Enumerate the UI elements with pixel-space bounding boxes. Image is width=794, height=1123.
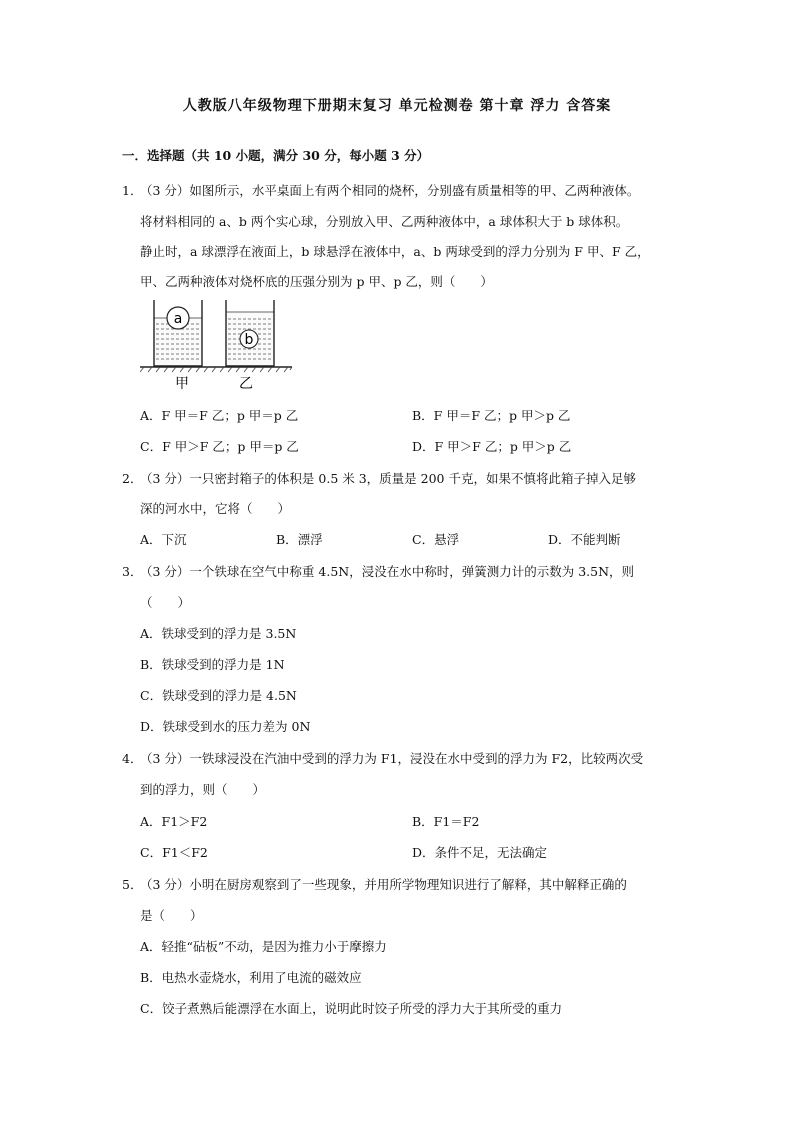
question-1-option-a: A．F 甲＝F 乙；p 甲＝p 乙 [140, 408, 299, 423]
question-5-option-b: B．电热水壶烧水，利用了电流的磁效应 [140, 970, 362, 985]
question-3-option-d: D．铁球受到水的压力差为 0N [140, 719, 311, 734]
question-5-option-c: C．饺子煮熟后能漂浮在水面上，说明此时饺子所受的浮力大于其所受的重力 [140, 1001, 563, 1016]
question-1-line-1: （3 分）如图所示，水平桌面上有两个相同的烧杯，分别盛有质量相等的甲、乙两种液体。 [140, 183, 640, 198]
question-2-option-b: B．漂浮 [276, 532, 323, 547]
question-5-number: 5． [122, 877, 143, 892]
page-title: 人教版八年级物理下册期末复习 单元检测卷 第十章 浮力 含答案 [182, 98, 612, 114]
question-2-option-c: C．悬浮 [412, 532, 460, 547]
question-4-option-b: B．F1＝F2 [412, 814, 480, 829]
question-3-option-c: C．铁球受到的浮力是 4.5N [140, 688, 297, 703]
question-4-option-c: C．F1＜F2 [140, 845, 208, 860]
question-2-option-d: D．不能判断 [548, 532, 621, 547]
question-3-option-b: B．铁球受到的浮力是 1N [140, 657, 285, 672]
question-1-option-d: D．F 甲＞F 乙；p 甲＞p 乙 [412, 439, 572, 454]
ball-a-label: a [173, 311, 183, 327]
question-2-line-2: 深的河水中，它将（ ） [140, 501, 291, 516]
beakers-figure [140, 296, 300, 392]
question-3-line-2: （ ） [140, 595, 191, 610]
question-2-number: 2． [122, 471, 143, 486]
ball-b-label: b [244, 332, 254, 348]
question-3-option-a: A．铁球受到的浮力是 3.5N [140, 626, 297, 641]
question-4-option-d: D．条件不足，无法确定 [412, 845, 548, 860]
question-3-number: 3． [122, 564, 143, 579]
question-4-line-2: 到的浮力，则（ ） [140, 782, 266, 797]
question-5-line-1: （3 分）小明在厨房观察到了一些现象，并用所学物理知识进行了解释，其中解释正确的 [140, 877, 627, 892]
question-5-option-a: A．轻推“砧板”不动，是因为推力小于摩擦力 [140, 939, 387, 954]
question-4-option-a: A．F1＞F2 [140, 814, 208, 829]
question-1-number: 1． [122, 183, 143, 198]
question-2-option-a: A．下沉 [140, 532, 187, 547]
question-1-line-3: 静止时，a 球漂浮在液面上，b 球悬浮在液体中，a、b 两球受到的浮力分别为 F 甲、F 乙， [140, 244, 650, 259]
question-1-option-b: B．F 甲＝F 乙；p 甲＞p 乙 [412, 408, 571, 423]
question-1-option-c: C．F 甲＞F 乙；p 甲＝p 乙 [140, 439, 299, 454]
question-1-line-4: 甲、乙两种液体对烧杯底的压强分别为 p 甲、p 乙，则（ ） [140, 274, 493, 289]
label-yi: 乙 [239, 376, 253, 392]
question-4-line-1: （3 分）一铁球浸没在汽油中受到的浮力为 F1，浸没在水中受到的浮力为 F2，比较两次受 [140, 751, 644, 766]
question-3-line-1: （3 分）一个铁球在空气中称重 4.5N，浸没在水中称时，弹簧测力计的示数为 3.5N，则 [140, 564, 635, 579]
question-5-line-2: 是（ ） [140, 908, 203, 923]
question-4-number: 4． [122, 751, 143, 766]
question-2-line-1: （3 分）一只密封箱子的体积是 0.5 米 3，质量是 200 千克，如果不慎将此箱子掉入足够 [140, 471, 636, 486]
label-jia: 甲 [175, 376, 189, 392]
question-1-line-2: 将材料相同的 a、b 两个实心球，分别放入甲、乙两种液体中，a 球体积大于 b 球体积。 [140, 214, 629, 229]
section-heading: 一．选择题（共 10 小题，满分 30 分，每小题 3 分） [122, 148, 430, 163]
